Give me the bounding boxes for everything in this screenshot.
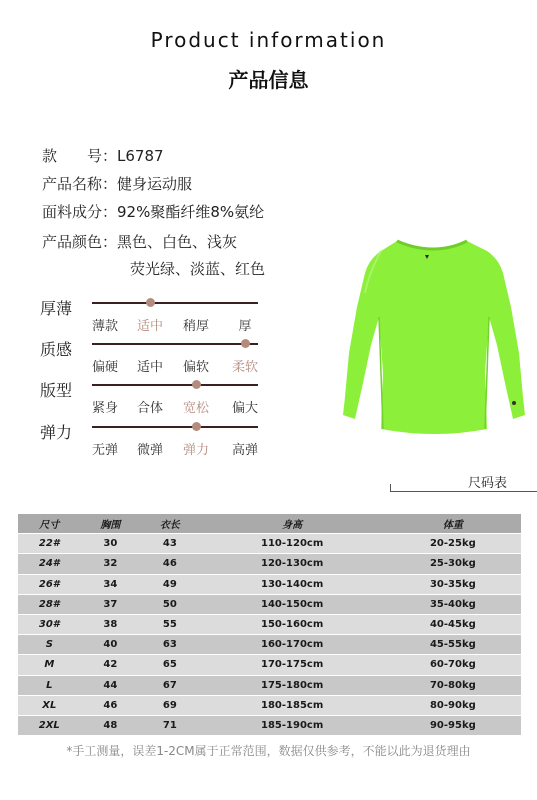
size-chart-underline — [390, 491, 537, 492]
table-cell: 40-45kg — [385, 614, 521, 634]
table-cell: 80-90kg — [385, 695, 521, 715]
table-row — [18, 574, 521, 594]
table-cell: 45-55kg — [385, 635, 521, 655]
property-marker — [192, 380, 201, 389]
table-row — [18, 635, 521, 655]
property-option: 偏硬 — [91, 360, 118, 375]
table-cell: M — [18, 655, 81, 675]
info-label: 产品名称： — [42, 175, 118, 193]
table-cell: 2XL — [18, 715, 81, 735]
table-cell: 26# — [18, 574, 81, 594]
property-option: 弹力 — [182, 443, 209, 458]
info-colors-continued: 荧光绿、淡蓝、红色 — [130, 260, 266, 278]
header-height: 身高 — [200, 514, 385, 534]
info-row-style-number — [42, 145, 164, 166]
table-cell: 90-95kg — [385, 715, 521, 735]
table-cell: 44 — [81, 675, 140, 695]
table-cell: 46 — [140, 554, 199, 574]
table-cell: 40 — [81, 635, 140, 655]
property-track — [92, 426, 258, 428]
table-cell: 185-190cm — [200, 715, 385, 735]
table-cell: 34 — [81, 574, 140, 594]
table-cell: 65 — [140, 655, 199, 675]
measurement-note: *手工测量，误差1-2CM属于正常范围，数据仅供参考，不能以此为退货理由 — [66, 744, 471, 758]
property-track — [92, 343, 258, 345]
page-title-english: Product information — [150, 28, 387, 52]
table-cell: 160-170cm — [200, 635, 385, 655]
table-cell: 150-160cm — [200, 614, 385, 634]
table-cell: 71 — [140, 715, 199, 735]
table-row — [18, 614, 521, 634]
table-cell: 110-120cm — [200, 534, 385, 554]
table-cell: 32 — [81, 554, 140, 574]
table-cell: 46 — [81, 695, 140, 715]
property-marker — [192, 422, 201, 431]
property-name: 厚薄 — [40, 299, 73, 318]
table-cell: 38 — [81, 614, 140, 634]
property-option: 厚 — [238, 319, 252, 334]
property-option: 合体 — [136, 401, 163, 416]
table-cell: 28# — [18, 594, 81, 614]
info-value: 92%聚酯纤维8%氨纶 — [117, 203, 265, 221]
info-value: 黑色、白色、浅灰 — [117, 233, 238, 251]
table-row — [18, 715, 521, 735]
property-name: 版型 — [40, 381, 73, 400]
property-option: 宽松 — [182, 401, 209, 416]
table-cell: S — [18, 635, 81, 655]
table-cell: 120-130cm — [200, 554, 385, 574]
info-row-fabric — [42, 201, 264, 222]
info-label: 款 号： — [42, 147, 118, 165]
table-cell: 22# — [18, 534, 81, 554]
property-name: 弹力 — [40, 423, 73, 442]
table-cell: 67 — [140, 675, 199, 695]
property-option: 稍厚 — [182, 319, 209, 334]
property-marker — [146, 298, 155, 307]
property-option: 高弹 — [231, 443, 258, 458]
table-row — [18, 594, 521, 614]
table-cell: 20-25kg — [385, 534, 521, 554]
table-cell: 170-175cm — [200, 655, 385, 675]
table-cell: 55 — [140, 614, 199, 634]
property-name: 质感 — [40, 340, 73, 359]
table-cell: 43 — [140, 534, 199, 554]
table-cell: 60-70kg — [385, 655, 521, 675]
size-table-header — [18, 514, 521, 534]
table-cell: 24# — [18, 554, 81, 574]
info-value: 健身运动服 — [117, 175, 193, 193]
table-cell: 48 — [81, 715, 140, 735]
property-option: 微弹 — [136, 443, 163, 458]
property-option: 适中 — [136, 319, 163, 334]
table-row — [18, 534, 521, 554]
table-cell: 30# — [18, 614, 81, 634]
info-label: 面料成分： — [42, 203, 118, 221]
table-cell: 180-185cm — [200, 695, 385, 715]
info-value: L6787 — [117, 147, 164, 165]
table-cell: 140-150cm — [200, 594, 385, 614]
size-table — [18, 514, 521, 736]
info-row-product-name — [42, 173, 192, 194]
property-track — [92, 384, 258, 386]
table-cell: 35-40kg — [385, 594, 521, 614]
property-marker — [241, 339, 250, 348]
property-option: 适中 — [136, 360, 163, 375]
table-cell: 70-80kg — [385, 675, 521, 695]
table-cell: 25-30kg — [385, 554, 521, 574]
table-cell: 30 — [81, 534, 140, 554]
table-cell: 37 — [81, 594, 140, 614]
table-row — [18, 655, 521, 675]
table-cell: 50 — [140, 594, 199, 614]
table-cell: XL — [18, 695, 81, 715]
property-option: 柔软 — [231, 360, 258, 375]
header-size: 尺寸 — [18, 514, 81, 534]
header-weight: 体重 — [385, 514, 521, 534]
property-option: 偏大 — [231, 401, 258, 416]
size-chart-tick — [390, 484, 391, 491]
table-cell: 49 — [140, 574, 199, 594]
table-row — [18, 554, 521, 574]
info-row-colors — [42, 231, 237, 252]
page-title-chinese: 产品信息 — [228, 68, 309, 92]
table-row — [18, 675, 521, 695]
size-chart-label: 尺码表 — [468, 476, 508, 491]
property-option: 偏软 — [182, 360, 209, 375]
table-cell: 69 — [140, 695, 199, 715]
property-option: 薄款 — [91, 319, 118, 334]
property-option: 无弹 — [91, 443, 118, 458]
header-chest: 胸围 — [81, 514, 140, 534]
table-cell: 63 — [140, 635, 199, 655]
table-cell: L — [18, 675, 81, 695]
table-cell: 130-140cm — [200, 574, 385, 594]
long-sleeve-shirt-image — [325, 233, 537, 458]
info-label: 产品颜色： — [42, 233, 118, 251]
table-cell: 42 — [81, 655, 140, 675]
property-track — [92, 302, 258, 304]
table-row — [18, 695, 521, 715]
property-option: 紧身 — [91, 401, 118, 416]
table-cell: 175-180cm — [200, 675, 385, 695]
table-cell: 30-35kg — [385, 574, 521, 594]
header-length: 衣长 — [140, 514, 199, 534]
